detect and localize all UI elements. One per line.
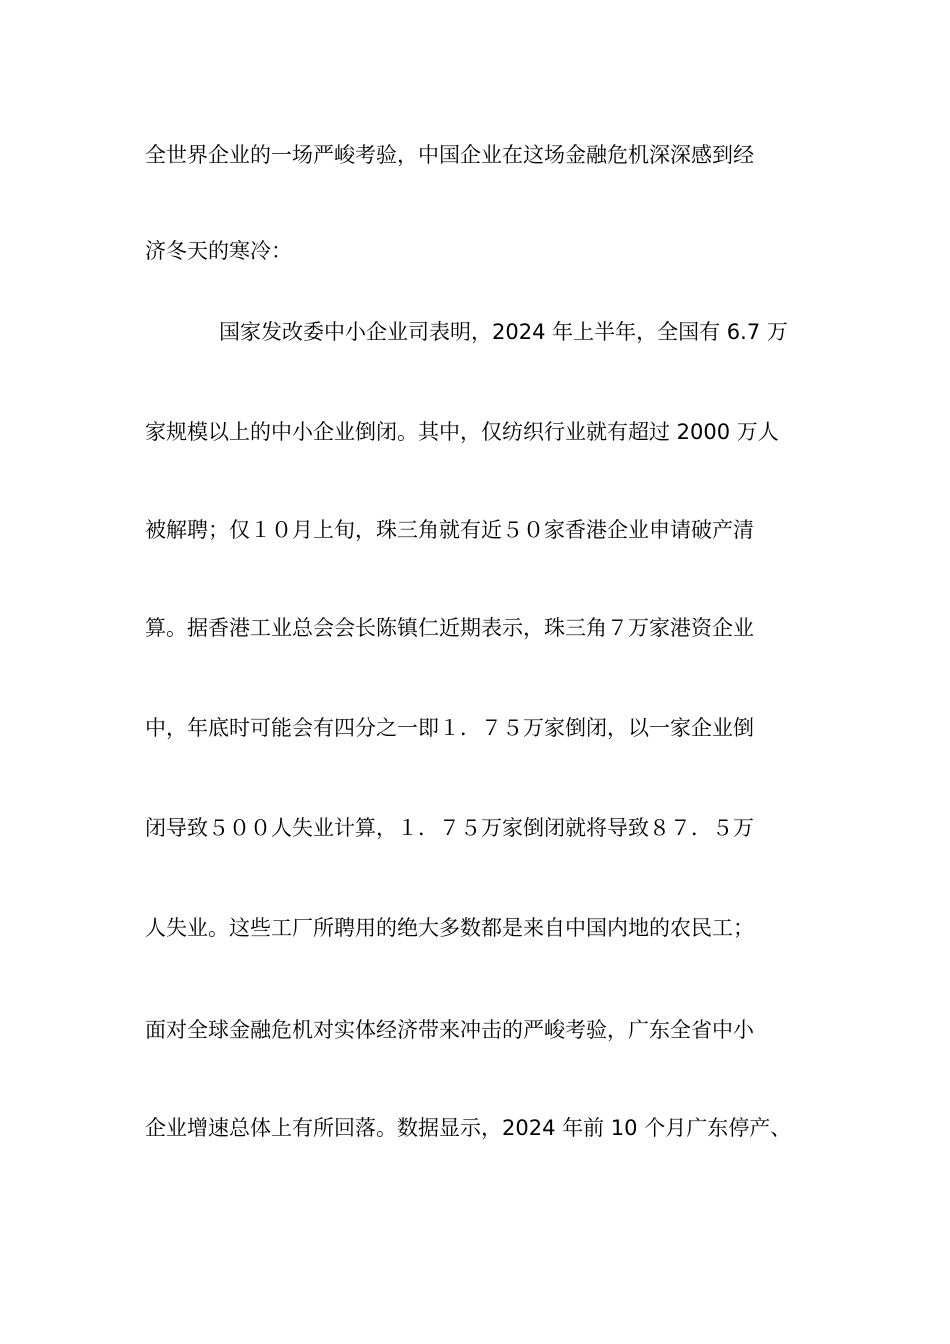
text-line: 被解聘；仅１０月上旬，珠三角就有近５０家香港企业申请破产清 bbox=[145, 518, 754, 542]
text-line: 全世界企业的一场严峻考验，中国企业在这场金融危机深深感到经 bbox=[145, 143, 754, 167]
text-line: 面对全球金融危机对实体经济带来冲击的严峻考验，广东全省中小 bbox=[145, 1018, 754, 1042]
text-line: 人失业。这些工厂所聘用的绝大多数都是来自中国内地的农民工； bbox=[145, 916, 754, 940]
text-line: 闭导致５００人失业计算，１．７５万家倒闭就将导致８７．５万 bbox=[145, 816, 754, 840]
text-line: 中，年底时可能会有四分之一即１．７５万家倒闭，以一家企业倒 bbox=[145, 716, 754, 740]
text-line: 家规模以上的中小企业倒闭。其中，仅纺织行业就有超过 2000 万人 bbox=[145, 420, 779, 444]
paragraph-start-line: 国家发改委中小企业司表明，2024 年上半年，全国有 6.7 万 bbox=[219, 320, 788, 344]
text-line: 企业增速总体上有所回落。数据显示，2024 年前 10 个月广东停产、 bbox=[145, 1116, 792, 1140]
text-line: 济冬天的寒冷： bbox=[145, 239, 292, 263]
text-line: 算。据香港工业总会会长陈镇仁近期表示，珠三角７万家港资企业 bbox=[145, 616, 754, 640]
